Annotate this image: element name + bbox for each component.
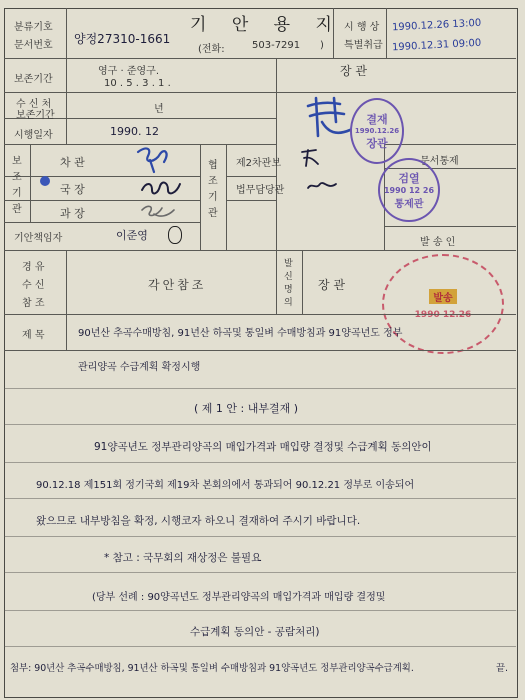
routing-label-1: 경 유 xyxy=(22,262,45,273)
side-label-3: 기 xyxy=(12,188,22,199)
approver-title-1: 차 관 xyxy=(60,156,85,169)
subject-line-1: 90년산 추곡수매방침, 91년산 하곡및 통일벼 수매방침과 91양곡년도 정부 xyxy=(78,328,403,339)
subject-label: 제 목 xyxy=(22,330,45,341)
routing-value: 각안참조 xyxy=(148,278,207,292)
rule xyxy=(4,646,516,647)
retention-label: 보존기간 xyxy=(14,74,53,85)
date-value: 1990. 12 xyxy=(110,125,159,138)
body-note: * 참고 : 국무회의 재상정은 불필요 xyxy=(104,552,262,564)
review-stamp xyxy=(378,158,440,222)
addressee: 장 관 xyxy=(340,64,367,78)
divider xyxy=(66,314,67,350)
divider xyxy=(30,144,31,222)
approver-title-3: 과 장 xyxy=(60,207,85,220)
phone-label: (전화: xyxy=(198,44,225,55)
reg-label: 문서통제 xyxy=(420,156,459,167)
coop-row-2: 법무담당관 xyxy=(236,185,285,196)
divider xyxy=(386,8,387,58)
drafter-stamp-mark xyxy=(40,176,50,186)
review-stamp-date: 1990 12 26 xyxy=(383,186,435,195)
retention-value-2: 10 . 5 . 3 . 1 . xyxy=(104,78,171,89)
divider xyxy=(4,350,516,351)
special-value: 1990.12.31 09:00 xyxy=(391,37,482,54)
rule xyxy=(4,462,516,463)
body-paragraph-2: 90.12.18 제151회 정기국회 제19차 본회의에서 통과되어 90.12.21 정부로 이송되어 xyxy=(36,480,415,491)
drafter-label: 기안책임자 xyxy=(14,233,63,244)
rule xyxy=(4,388,516,389)
signature-section-chief xyxy=(136,200,180,222)
body-paragraph-3: 왔으므로 내부방침을 확정, 시행코자 하오니 결재하여 주시기 바랍니다. xyxy=(36,515,361,527)
divider xyxy=(66,250,67,314)
recipient-retention-label: 보존기간 xyxy=(16,110,55,121)
signature-vice-minister xyxy=(130,144,178,176)
phone-number: 503-7291 xyxy=(252,40,301,51)
routing-label-3: 참 조 xyxy=(22,298,45,309)
divider xyxy=(384,144,516,145)
subject-line-2: 관리양곡 수급계획 확정시행 xyxy=(78,362,201,373)
review-stamp-top: 검열 xyxy=(398,172,420,185)
divider xyxy=(226,200,276,201)
send-stamp xyxy=(382,254,504,354)
divider xyxy=(4,314,516,315)
approval-stamp-top: 결재 xyxy=(366,113,388,126)
drafter-name: 이준영 xyxy=(116,229,148,242)
review-stamp-bottom: 통제관 xyxy=(394,199,424,210)
divider xyxy=(226,176,276,177)
divider xyxy=(384,226,516,227)
coop-row-1: 제2차관보 xyxy=(236,158,282,169)
side-label-1: 보 xyxy=(12,156,22,167)
divider xyxy=(4,92,516,93)
class-label: 분류기호 xyxy=(14,22,53,33)
coop-label: 협조기관 xyxy=(208,160,218,219)
form-title: 기 안 용 지 xyxy=(190,15,342,35)
signature-coop-2 xyxy=(304,178,340,194)
side-label-4: 관 xyxy=(12,204,22,215)
plan-heading: ( 제 1 안 : 내부결재 ) xyxy=(194,402,299,415)
rule xyxy=(4,572,516,573)
date-label: 시행일자 xyxy=(14,130,53,141)
rule xyxy=(4,498,516,499)
phone-close: ) xyxy=(320,40,324,51)
attachment-line: 첨부: 90년산 추곡수매방침, 91년산 하곡및 통일벼 수매방침과 91양곡년도 정부관리양곡수급계획. xyxy=(10,663,414,674)
divider xyxy=(4,58,516,59)
exec-value: 1990.12.26 13:00 xyxy=(391,17,482,34)
routing-label-2: 수 신 xyxy=(22,280,45,291)
sender-label: 발 송 인 xyxy=(420,237,456,248)
body-reference-2: 수급계획 동의안 - 공람처리) xyxy=(190,626,320,638)
attachment-end: 끝. xyxy=(496,663,509,674)
approval-stamp-bottom: 장관 xyxy=(366,137,388,150)
rule xyxy=(4,610,516,611)
approval-stamp-date: 1990.12.26 xyxy=(354,127,400,135)
docno-label: 문서번호 xyxy=(14,40,53,51)
side-label-2: 조 xyxy=(12,172,22,183)
signature-director xyxy=(138,176,184,200)
divider xyxy=(226,144,227,250)
retention-value-1: 영구 · 준영구. xyxy=(98,66,160,77)
rule xyxy=(4,424,516,425)
body-paragraph-1: 91양곡년도 정부관리양곡의 매입가격과 매입량 결정및 수급계획 동의안이 xyxy=(94,441,432,453)
special-label: 특별취급 xyxy=(344,40,383,51)
body-reference-1: (당부 선례 : 90양곡년도 정부관리양곡의 매입가격과 매입량 결정및 xyxy=(92,592,386,603)
divider xyxy=(276,250,277,314)
recipient-label: 수 신 처 xyxy=(16,99,52,110)
divider xyxy=(4,222,200,223)
approval-stamp xyxy=(350,98,404,164)
approver-title-2: 국 장 xyxy=(60,183,85,196)
recipient-value: 년 xyxy=(154,104,164,115)
sender-name-label: 발신명의 xyxy=(284,259,293,308)
sender-name: 장 관 xyxy=(318,278,345,292)
divider xyxy=(4,250,516,251)
rule xyxy=(4,536,516,537)
send-stamp-top: 발송 xyxy=(429,289,456,304)
drafter-seal xyxy=(168,226,182,244)
signature-coop-1 xyxy=(296,146,324,170)
divider xyxy=(302,250,303,314)
divider xyxy=(200,144,201,250)
doc-number: 양정27310-1661 xyxy=(74,32,171,46)
exec-label: 시 행 상 xyxy=(344,22,380,33)
divider xyxy=(66,8,67,144)
